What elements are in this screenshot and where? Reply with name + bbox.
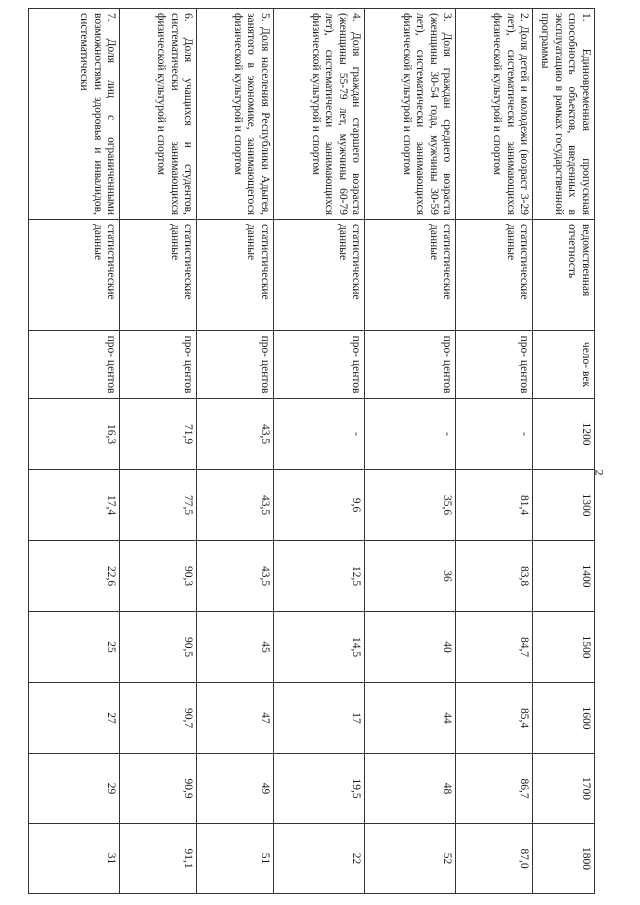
value-cell: 90,7 [120, 683, 197, 754]
table-row [365, 9, 456, 894]
value-cell: - [365, 399, 456, 470]
indicator-cell: 3. Доля граждан среднего возраста (женщины 30-54 года, мужчины 30-59 лет), систематически занимающихся физической культурой и спортом [365, 9, 456, 220]
value-cell: 1400 [533, 541, 595, 612]
value-cell: 1700 [533, 754, 595, 824]
value-cell: 36 [365, 541, 456, 612]
value-cell: 91,1 [120, 824, 197, 894]
value-cell: 31 [29, 824, 120, 894]
value-cell: 47 [197, 683, 274, 754]
indicator-cell: 6. Доля учащихся и студентов, систематически занимающихся физической культурой и спортом [120, 9, 197, 220]
value-cell: 1200 [533, 399, 595, 470]
value-cell: 43,5 [197, 541, 274, 612]
source-cell: ведомственная отчетность [533, 220, 595, 331]
source-cell: статистические данные [120, 220, 197, 331]
value-cell: 52 [365, 824, 456, 894]
value-cell: 12,5 [273, 541, 364, 612]
value-cell: 49 [197, 754, 274, 824]
rotated-table-container [28, 8, 595, 893]
value-cell: 71,9 [120, 399, 197, 470]
value-cell: 84,7 [456, 612, 533, 683]
value-cell: 81,4 [456, 470, 533, 541]
value-cell: 35,6 [365, 470, 456, 541]
value-cell: 90,3 [120, 541, 197, 612]
value-cell: 29 [29, 754, 120, 824]
table-row [29, 9, 120, 894]
value-cell: 83,8 [456, 541, 533, 612]
unit-cell: чело- век [533, 331, 595, 399]
value-cell: 22,6 [29, 541, 120, 612]
source-cell: статистические данные [273, 220, 364, 331]
table-row [120, 9, 197, 894]
source-cell: статистические данные [456, 220, 533, 331]
unit-cell: про- центов [29, 331, 120, 399]
value-cell: - [273, 399, 364, 470]
unit-cell: про- центов [273, 331, 364, 399]
value-cell: 17,4 [29, 470, 120, 541]
page-number: 2 [592, 469, 607, 476]
indicator-cell: 7. Доля лиц с ограниченными возможностями здоровья и инвалидов, систематически [29, 9, 120, 220]
value-cell: 44 [365, 683, 456, 754]
value-cell: 48 [365, 754, 456, 824]
value-cell: 1600 [533, 683, 595, 754]
indicator-cell: 2. Доля детей и молодежи (возраст 3-29 лет), систематически занимающихся физической культурой и спортом [456, 9, 533, 220]
unit-cell: про- центов [456, 331, 533, 399]
table-body [29, 9, 595, 894]
unit-cell: про- центов [120, 331, 197, 399]
value-cell: 9,6 [273, 470, 364, 541]
value-cell: 40 [365, 612, 456, 683]
value-cell: 14,5 [273, 612, 364, 683]
indicators-table [28, 8, 595, 894]
value-cell: 43,5 [197, 470, 274, 541]
indicator-cell: 5. Доля населения Республики Адыгея, занятого в экономике, занимающегося физической культурой и спортом [197, 9, 274, 220]
value-cell: 17 [273, 683, 364, 754]
value-cell: 90,9 [120, 754, 197, 824]
table-row [197, 9, 274, 894]
table-row [273, 9, 364, 894]
unit-cell: про- центов [365, 331, 456, 399]
value-cell: 45 [197, 612, 274, 683]
value-cell: 22 [273, 824, 364, 894]
value-cell: 16,3 [29, 399, 120, 470]
source-cell: статистические данные [29, 220, 120, 331]
value-cell: 90,5 [120, 612, 197, 683]
table-row [533, 9, 595, 894]
value-cell: 87,0 [456, 824, 533, 894]
value-cell: 1300 [533, 470, 595, 541]
value-cell: 1500 [533, 612, 595, 683]
value-cell: 85,4 [456, 683, 533, 754]
value-cell: 19,5 [273, 754, 364, 824]
indicator-cell: 4. Доля граждан старшего возраста (женщины 55-79 лет, мужчины 60-79 лет), систематически занимающихся физической культурой и спортом [273, 9, 364, 220]
value-cell: 43,5 [197, 399, 274, 470]
value-cell: 27 [29, 683, 120, 754]
source-cell: статистические данные [197, 220, 274, 331]
indicator-cell: 1. Единовременная пропускная способность объектов, введенных в эксплуатацию в рамках государственной программы [533, 9, 595, 220]
value-cell: - [456, 399, 533, 470]
value-cell: 51 [197, 824, 274, 894]
value-cell: 77,5 [120, 470, 197, 541]
value-cell: 25 [29, 612, 120, 683]
table-row [456, 9, 533, 894]
value-cell: 1800 [533, 824, 595, 894]
source-cell: статистические данные [365, 220, 456, 331]
value-cell: 86,7 [456, 754, 533, 824]
unit-cell: про- центов [197, 331, 274, 399]
